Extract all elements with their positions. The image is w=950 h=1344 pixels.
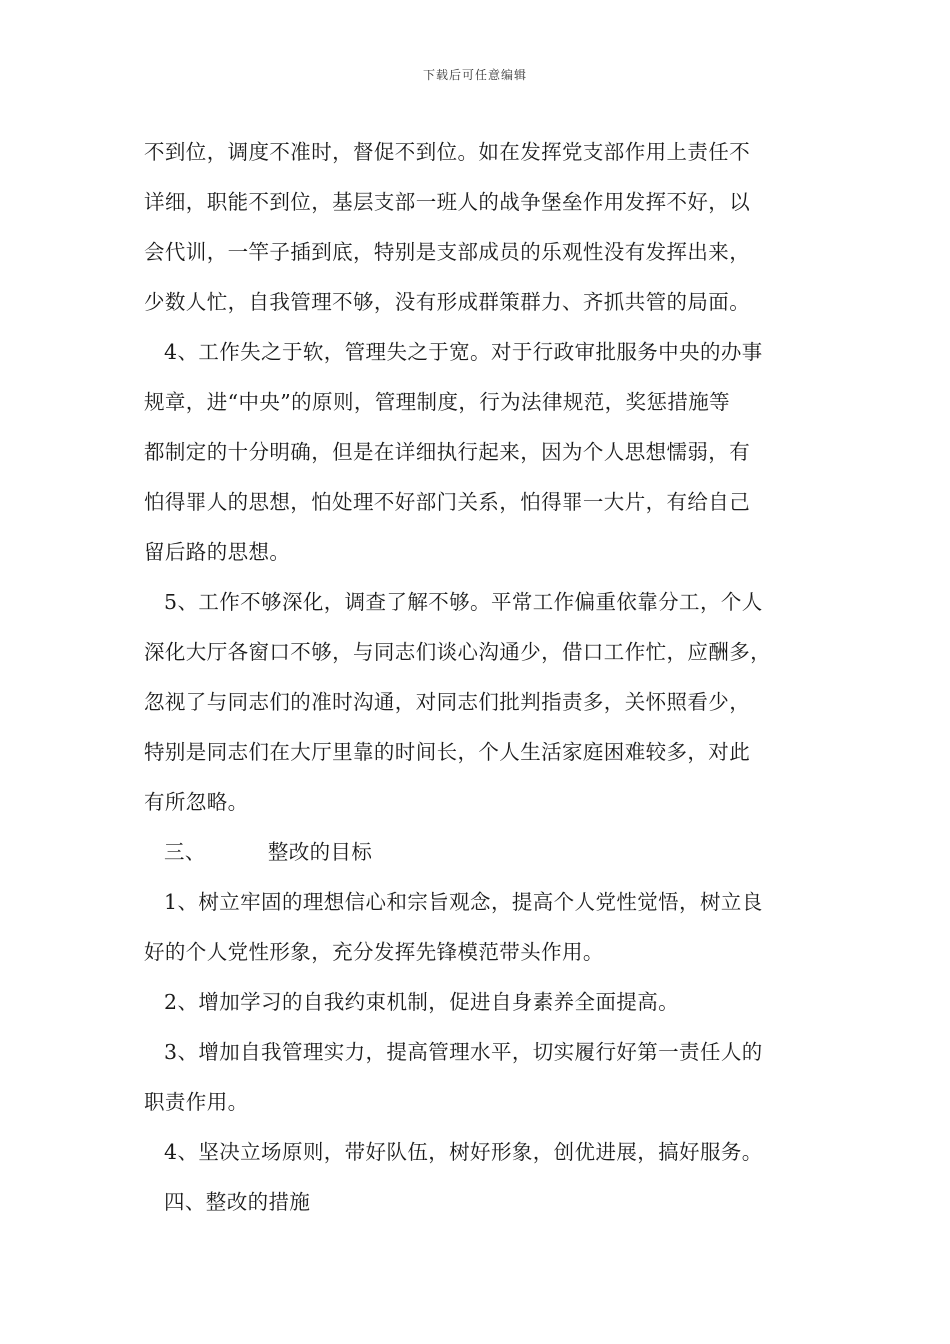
header-note: 下载后可任意编辑: [422, 68, 527, 82]
paragraph-line: 都制定的十分明确，但是在详细执行起来，因为个人思想懦弱，有: [144, 440, 751, 464]
paragraph-line: 少数人忙，自我管理不够，没有形成群策群力、齐抓共管的局面。: [144, 290, 751, 314]
paragraph-line: 怕得罪人的思想，怕处理不好部门关系，怕得罪一大片，有给自己: [144, 490, 751, 514]
paragraph-line: 特别是同志们在大厅里靠的时间长，个人生活家庭困难较多，对此: [144, 740, 751, 764]
paragraph-line: 4、坚决立场原则，带好队伍，树好形象，创优进展，搞好服务。: [164, 1140, 763, 1164]
paragraph-line: 3、增加自我管理实力，提高管理水平，切实履行好第一责任人的: [164, 1040, 763, 1064]
paragraph-line: 2、增加学习的自我约束机制，促进自身素养全面提高。: [164, 990, 680, 1014]
paragraph-line: 不到位，调度不准时，督促不到位。如在发挥党支部作用上责任不: [144, 140, 751, 164]
paragraph-line: 职责作用。: [144, 1090, 249, 1114]
paragraph-line: 详细，职能不到位，基层支部一班人的战争堡垒作用发挥不好，以: [144, 190, 751, 214]
section-heading: [144, 830, 824, 880]
paragraph-line: 5、工作不够深化，调查了解不够。平常工作偏重依靠分工，个人: [164, 590, 763, 614]
section-title: 整改的目标: [267, 840, 373, 864]
section-number: 三、: [164, 840, 206, 864]
paragraph-line: 4、工作失之于软，管理失之于宽。对于行政审批服务中央的办事: [164, 340, 763, 364]
paragraph-line: 1、树立牢固的理想信心和宗旨观念，提高个人党性觉悟，树立良: [164, 890, 763, 914]
paragraph-line: 深化大厅各窗口不够，与同志们谈心沟通少，借口工作忙，应酬多，: [144, 640, 771, 664]
paragraph-line: 规章，进“中央”的原则，管理制度，行为法律规范，奖惩措施等: [144, 390, 731, 414]
paragraph-line: 忽视了与同志们的准时沟通，对同志们批判指责多，关怀照看少，: [144, 690, 751, 714]
paragraph-line: 有所忽略。: [144, 790, 249, 814]
paragraph-line: 留后路的思想。: [144, 540, 291, 564]
paragraph-line: 好的个人党性形象，充分发挥先锋模范带头作用。: [144, 940, 604, 964]
section-heading: 四、整改的措施: [164, 1190, 311, 1214]
paragraph-line: 会代训，一竿子插到底，特别是支部成员的乐观性没有发挥出来，: [144, 240, 751, 264]
document-body: [144, 130, 824, 1230]
